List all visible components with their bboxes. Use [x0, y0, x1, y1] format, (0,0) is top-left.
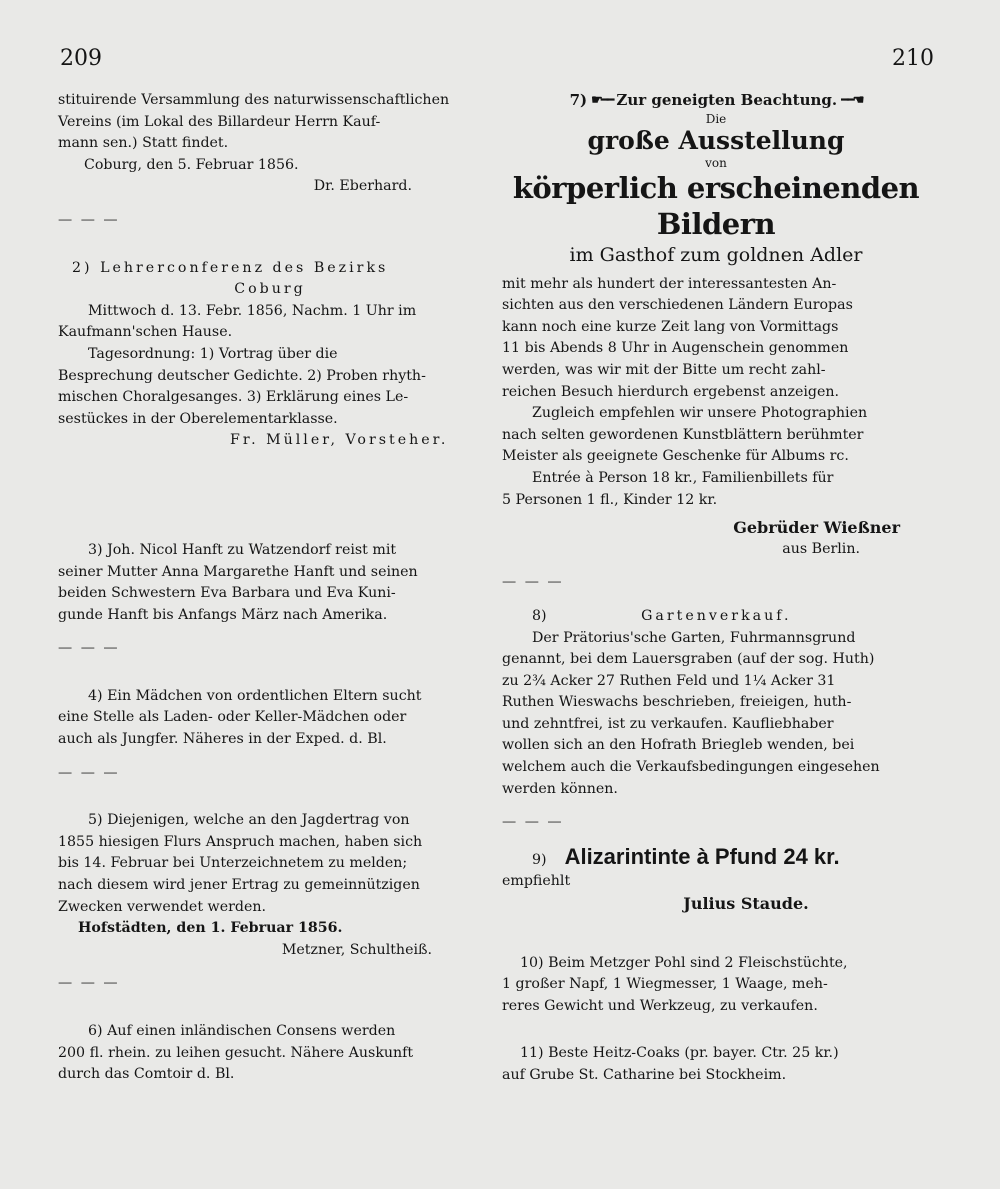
- notice-number: 7): [569, 91, 588, 109]
- notice-heading: 2) Lehrerconferenz des Bezirks: [72, 259, 389, 276]
- notice-number: 9): [532, 851, 547, 868]
- text-line: Meister als geeignete Geschenke für Albums rc.: [502, 448, 849, 465]
- preposition-text: von: [705, 155, 727, 170]
- text-line: 1855 hiesigen Flurs Anspruch machen, haben sich: [58, 833, 423, 850]
- text-line: werden, was wir mit der Bitte um recht zahl-: [502, 361, 826, 378]
- text-line: 11) Beste Heitz-Coaks (pr. bayer. Ctr. 25 kr.): [520, 1045, 839, 1062]
- notice-8: [502, 606, 930, 800]
- text-line: auf Grube St. Catharine bei Stockheim.: [502, 1067, 787, 1083]
- exhibition-subtitle: körperlich erscheinenden Bildern: [512, 170, 920, 241]
- text-line: zu 2¾ Acker 27 Ruthen Feld und 1¼ Acker 31: [502, 672, 836, 689]
- notice-6: [58, 1021, 482, 1086]
- text-line: seiner Mutter Anna Margarethe Hanft und seinen: [58, 563, 418, 580]
- text-line: wollen sich an den Hofrath Briegleb wenden, bei: [502, 737, 855, 754]
- notice-heading: Zur geneigten Beachtung.: [616, 91, 838, 109]
- text-line: 4) Ein Mädchen von ordentlichen Eltern sucht: [88, 687, 422, 704]
- text-line: nach selten gewordenen Kunstblättern berühmter: [502, 426, 864, 443]
- text-line: empfiehlt: [502, 873, 571, 890]
- notice-5: [58, 810, 482, 961]
- text-line: genannt, bei dem Lauersgraben (auf der sog. Huth): [502, 651, 875, 668]
- exhibition-title: große Ausstellung: [587, 125, 845, 155]
- notice-heading-row: [502, 843, 930, 872]
- firm-name: Gebrüder Wießner: [733, 518, 900, 538]
- text-line: 11 bis Abends 8 Uhr in Augenschein genommen: [502, 340, 849, 357]
- firm-city: aus Berlin.: [782, 540, 860, 557]
- text-line: 6) Auf einen inländischen Consens werden: [88, 1023, 396, 1039]
- product-advert: Alizarintinte à Pfund 24 kr.: [564, 843, 840, 869]
- text-line: mischen Choralgesanges. 3) Erklärung eines Le-: [58, 389, 409, 406]
- text-line: werden können.: [502, 780, 618, 797]
- text-line: Ruthen Wieswachs beschrieben, freieigen, huth-: [502, 694, 852, 711]
- text-line: durch das Comtoir d. Bl.: [58, 1066, 235, 1083]
- text-line: 1 großer Napf, 1 Wiegmesser, 1 Waage, meh-: [502, 976, 828, 993]
- notice-2: [58, 258, 482, 452]
- notice-heading-line: [502, 606, 930, 628]
- text-line: sestückes in der Oberelementarklasse.: [58, 410, 338, 427]
- text-line: 5) Diejenigen, welche an den Jagdertrag von: [88, 812, 410, 829]
- text-line: kann noch eine kurze Zeit lang von Vormittags: [502, 318, 839, 335]
- notice-heading: Coburg: [234, 281, 306, 298]
- text-line: welchem auch die Verkaufsbedingungen eingesehen: [502, 759, 880, 776]
- notice-10: [502, 953, 930, 1018]
- text-line: Zugleich empfehlen wir unsere Photographien: [532, 405, 868, 422]
- intro-notice: [58, 90, 482, 198]
- text-line: 5 Personen 1 fl., Kinder 12 kr.: [502, 491, 718, 508]
- text-line: 200 fl. rhein. zu leihen gesucht. Nähere Auskunft: [58, 1044, 414, 1061]
- signature: Dr. Eberhard.: [313, 178, 412, 195]
- text-line: gunde Hanft bis Anfangs März nach Amerika.: [58, 606, 388, 623]
- notice-number: 8): [532, 607, 547, 624]
- text-line: mann sen.) Statt findet.: [58, 135, 229, 152]
- separator-rule: — — —: [58, 640, 120, 657]
- separator-rule: — — —: [58, 211, 120, 228]
- separator-rule: — — —: [58, 975, 120, 992]
- right-column: [502, 90, 930, 1087]
- notice-3: [58, 540, 482, 626]
- text-line: bis 14. Februar bei Unterzeichnetem zu melden;: [58, 855, 408, 872]
- text-line: reres Gewicht und Werkzeug, zu verkaufen.: [502, 997, 818, 1014]
- separator-rule: — — —: [502, 814, 564, 831]
- notice-9: [502, 843, 930, 915]
- text-line: Tagesordnung: 1) Vortrag über die: [88, 345, 338, 362]
- text-line: 3) Joh. Nicol Hanft zu Watzendorf reist mit: [88, 541, 397, 558]
- text-line: mit mehr als hundert der interessantesten An-: [502, 275, 837, 292]
- page-number-left: 209: [60, 46, 102, 71]
- signature: Fr. Müller, Vorsteher.: [230, 432, 449, 449]
- signature: Metzner, Schultheiß.: [281, 941, 432, 958]
- text-line: beiden Schwestern Eva Barbara und Eva Kuni-: [58, 585, 396, 602]
- text-line: Vereins (im Lokal des Billardeur Herrn Kauf-: [58, 113, 381, 130]
- text-line: stituirende Versammlung des naturwissenschaftlichen: [58, 92, 450, 108]
- text-line: nach diesem wird jener Ertrag zu gemeinnützigen: [58, 877, 420, 894]
- notice-4: [58, 686, 482, 751]
- text-line: Zwecken verwendet werden.: [58, 898, 266, 915]
- text-line: eine Stelle als Laden- oder Keller-Mädchen oder: [58, 709, 407, 726]
- exhibition-venue: im Gasthof zum goldnen Adler: [569, 243, 863, 266]
- separator-rule: — — —: [58, 764, 120, 781]
- notice-heading: Gartenverkauf.: [641, 607, 792, 624]
- place-date: Hofstädten, den 1. Februar 1856.: [78, 920, 343, 937]
- notice-11: [502, 1043, 930, 1086]
- separator-rule: — — —: [502, 574, 564, 591]
- page-number-right: 210: [892, 46, 934, 71]
- text-line: sichten aus den verschiedenen Ländern Europas: [502, 297, 853, 314]
- pointing-hand-left-icon: ━━☚: [841, 93, 863, 108]
- place-date: Coburg, den 5. Februar 1856.: [84, 156, 299, 173]
- pointing-hand-icon: ☛━━: [591, 93, 613, 108]
- notice-7: [502, 90, 930, 560]
- text-line: auch als Jungfer. Näheres in der Exped. d. Bl.: [58, 731, 387, 748]
- text-line: Entrée à Person 18 kr., Familienbillets für: [532, 469, 834, 486]
- signature: Julius Staude.: [683, 894, 809, 914]
- text-line: reichen Besuch hierdurch ergebenst anzeigen.: [502, 383, 840, 400]
- text-line: Kaufmann'schen Hause.: [58, 324, 233, 341]
- text-line: 10) Beim Metzger Pohl sind 2 Fleischstüchte,: [520, 954, 848, 971]
- notice-heading-row: [502, 90, 930, 112]
- text-line: und zehntfrei, ist zu verkaufen. Kaufliebhaber: [502, 715, 834, 732]
- text-line: Der Prätorius'sche Garten, Fuhrmannsgrund: [532, 629, 856, 646]
- article-text: Die: [705, 111, 727, 126]
- left-column: [58, 90, 482, 1086]
- text-line: Mittwoch d. 13. Febr. 1856, Nachm. 1 Uhr im: [88, 302, 417, 319]
- text-line: Besprechung deutscher Gedichte. 2) Proben rhyth-: [58, 367, 426, 384]
